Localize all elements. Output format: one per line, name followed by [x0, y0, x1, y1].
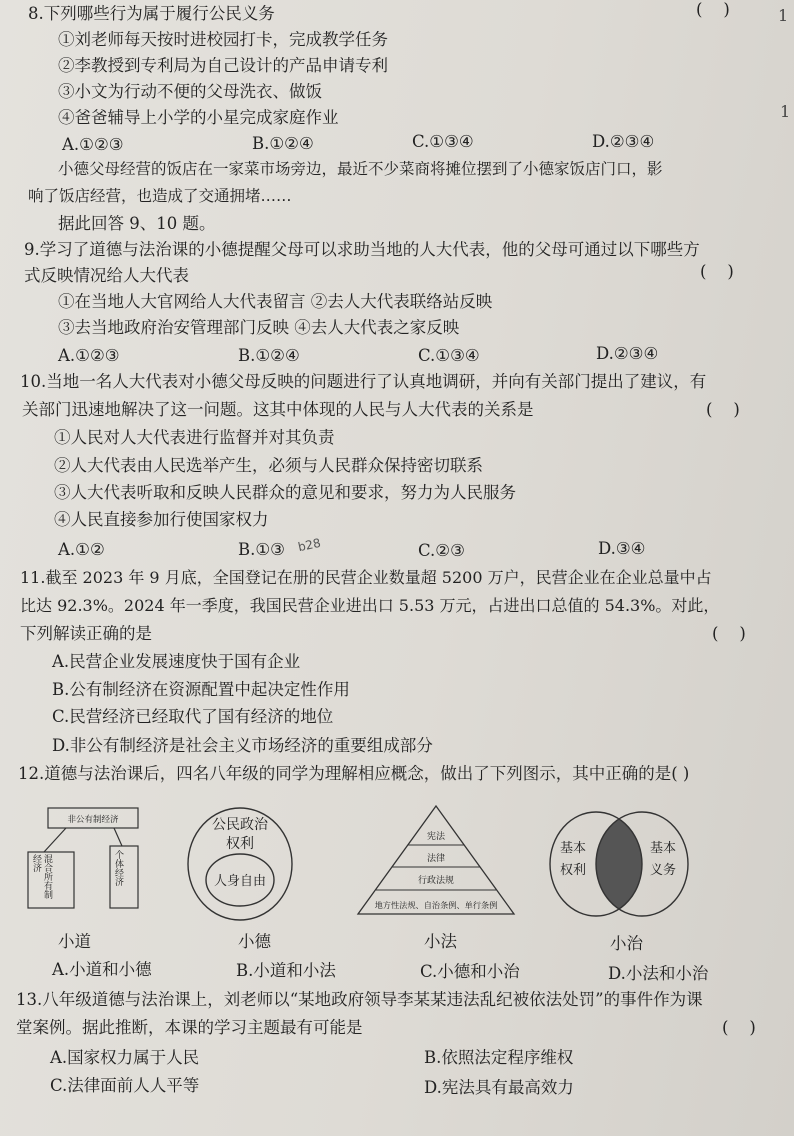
q11-stem: 比达 92.3%。2024 年一季度，我国民营企业进出口 5.53 万元，占进出口总值的 54.3%。对此，: [20, 596, 720, 615]
q10-answer-paren: ( ): [706, 400, 740, 419]
handwritten-note: b28: [296, 535, 322, 555]
q11-answer-paren: ( ): [712, 624, 746, 643]
q8-item: ①刘老师每天按时进校园打卡，完成教学任务: [58, 30, 388, 49]
q12-option-c: C.小德和小治: [420, 962, 520, 981]
q11-option-a: A.民营企业发展速度快于国有企业: [52, 652, 301, 671]
material-text: 响了饭店经营，也造成了交通拥堵……: [28, 187, 292, 205]
q10-item: ③人大代表听取和反映人民群众的意见和要求，努力为人民服务: [54, 483, 516, 502]
q9-option-c: C.①③④: [418, 346, 480, 365]
fig2-inner-label: 人身自由: [213, 874, 267, 889]
q8-option-d: D.②③④: [592, 132, 655, 151]
fig2-caption: 小德: [238, 932, 271, 951]
figure-xiaode: [184, 806, 296, 924]
material-text: 小德父母经营的饭店在一家菜市场旁边，最近不少菜商将摊位摆到了小德家饭店门口，影: [58, 160, 663, 178]
fig1-connector: [44, 828, 66, 852]
material-instruction: 据此回答 9、10 题。: [58, 214, 216, 233]
fig4-right-label: 基本义务: [649, 841, 676, 878]
q8-item: ④爸爸辅导上小学的小星完成家庭作业: [58, 108, 339, 127]
q12-stem: 12.道德与法治课后，四名八年级的同学为理解相应概念，做出了下列图示，其中正确的是( ): [18, 764, 690, 783]
q11-option-d: D.非公有制经济是社会主义市场经济的重要组成部分: [52, 736, 433, 755]
q10-option-a: A.①②: [58, 540, 105, 559]
q10-option-b: B.①③: [238, 540, 285, 559]
fig1-connector: [114, 828, 122, 846]
q13-option-d: D.宪法具有最高效力: [424, 1078, 574, 1097]
q9-items: ③去当地政府治安管理部门反映 ④去人大代表之家反映: [58, 318, 460, 337]
q10-option-d: D.③④: [598, 539, 646, 558]
q9-option-b: B.①②④: [238, 346, 300, 365]
q12-option-d: D.小法和小治: [608, 964, 709, 983]
q12-option-b: B.小道和小法: [236, 961, 336, 980]
q10-option-c: C.②③: [418, 541, 465, 560]
q8-option-c: C.①③④: [412, 132, 474, 151]
margin-mark: 1: [780, 102, 791, 121]
q13-option-a: A.国家权力属于人民: [50, 1048, 200, 1067]
q10-item: ①人民对人大代表进行监督并对其负责: [54, 428, 335, 447]
q8-option-b: B.①②④: [252, 134, 314, 153]
q9-stem: 式反映情况给人大代表: [24, 266, 189, 285]
q11-option-b: B.公有制经济在资源配置中起决定性作用: [52, 680, 350, 699]
q8-option-a: A.①②③: [62, 135, 124, 154]
q9-items: ①在当地人大官网给人大代表留言 ②去人大代表联络站反映: [58, 292, 493, 311]
q13-option-b: B.依照法定程序维权: [424, 1048, 574, 1067]
q8-item: ②李教授到专利局为自己设计的产品申请专利: [58, 56, 388, 75]
figure-xiaozhi: [548, 808, 690, 920]
fig4-left-label: 基本权利: [559, 841, 586, 878]
fig1-caption: 小道: [58, 932, 91, 951]
q11-option-c: C.民营经济已经取代了国有经济的地位: [52, 707, 334, 726]
q13-stem: 13.八年级道德与法治课上，刘老师以“某地政府领导李某某违法乱纪被依法处罚”的事件作为课: [16, 990, 703, 1009]
fig4-caption: 小治: [610, 934, 643, 953]
q13-answer-paren: ( ): [722, 1018, 756, 1037]
q9-stem: 9.学习了道德与法治课的小德提醒父母可以求助当地的人大代表，他的父母可通过以下哪些方: [24, 240, 700, 259]
q8-item: ③小文为行动不便的父母洗衣、做饭: [58, 82, 322, 101]
q12-option-a: A.小道和小德: [52, 960, 152, 979]
fig3-level: 法律: [426, 854, 446, 864]
q10-stem: 10.当地一名人大代表对小德父母反映的问题进行了认真地调研，并向有关部门提出了建议，有: [20, 372, 707, 391]
fig3-caption: 小法: [424, 932, 457, 951]
fig3-level: 行政法规: [417, 876, 455, 886]
q10-item: ②人大代表由人民选举产生，必须与人民群众保持密切联系: [54, 456, 483, 475]
fig2-outer-label: 公民政治权利: [212, 817, 268, 852]
q13-stem: 堂案例。据此推断，本课的学习主题最有可能是: [16, 1018, 363, 1037]
fig3-level: 宪法: [426, 832, 446, 842]
q8-answer-paren: ( ): [696, 0, 730, 19]
q11-stem: 11.截至 2023 年 9 月底，全国登记在册的民营企业数量超 5200 万户，民营企业在企业总量中占: [20, 568, 712, 587]
q9-option-d: D.②③④: [596, 344, 659, 363]
fig1-left-label: 混合所有制经济: [31, 854, 52, 899]
fig3-level: 地方性法规、自治条例、单行条例: [374, 900, 498, 910]
figure-xiaodao: [26, 800, 156, 915]
q10-item: ④人民直接参加行使国家权力: [54, 510, 269, 529]
q11-stem: 下列解读正确的是: [20, 624, 152, 643]
q8-stem: 8.下列哪些行为属于履行公民义务: [28, 4, 275, 23]
q13-option-c: C.法律面前人人平等: [50, 1076, 200, 1095]
margin-mark: 1: [778, 6, 789, 25]
q10-stem: 关部门迅速地解决了这一问题。这其中体现的人民与人大代表的关系是: [22, 400, 534, 419]
fig1-right-label: 个体经济: [113, 850, 123, 886]
q9-answer-paren: ( ): [700, 262, 734, 281]
fig1-top-label: 非公有制经济: [67, 815, 119, 825]
figure-xiaofa: [350, 802, 522, 918]
q9-option-a: A.①②③: [58, 346, 120, 365]
